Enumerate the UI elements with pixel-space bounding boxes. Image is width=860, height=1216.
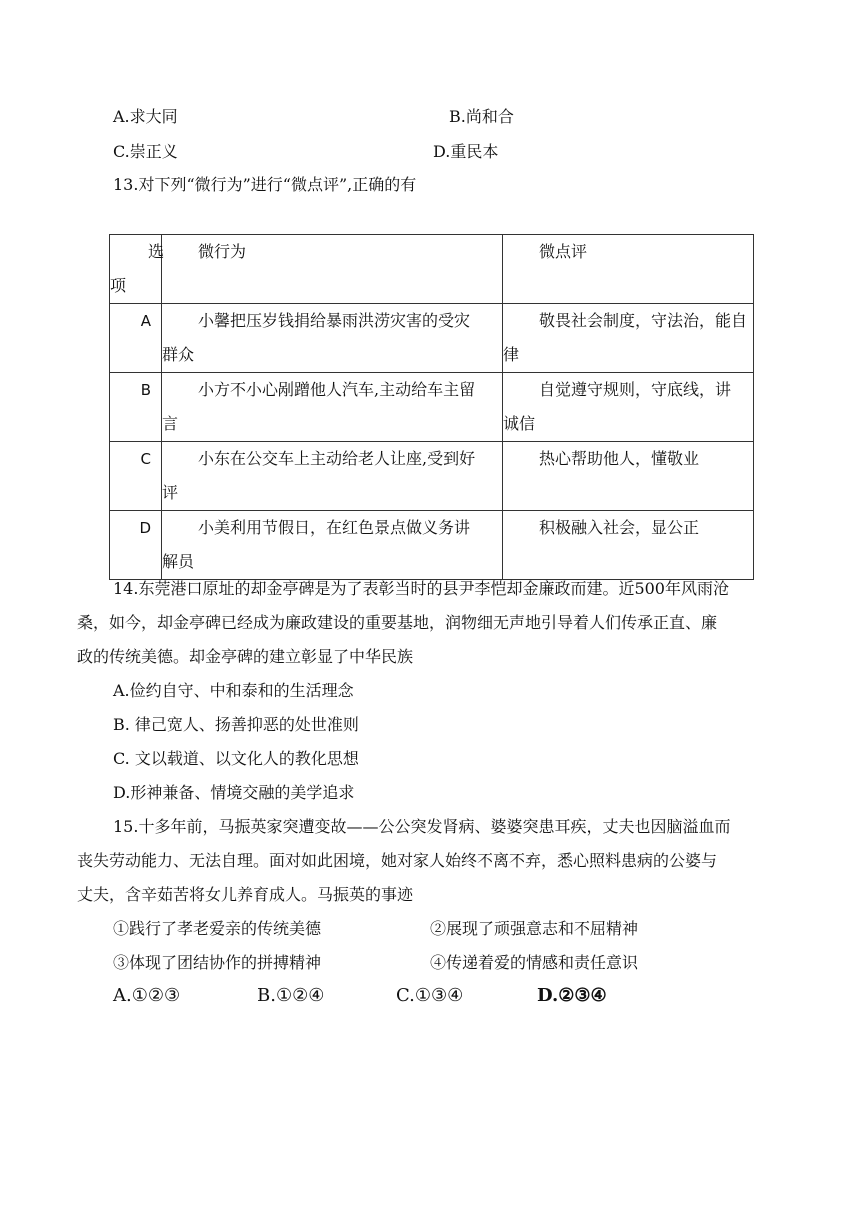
row-behavior [162, 511, 503, 580]
q14-stem-line1: 14.东莞港口原址的却金亭碑是为了表彰当时的县尹李恺却金廉政而建。近500年风雨沧 [113, 579, 729, 598]
q14-stem-line3: 政的传统美德。却金亭碑的建立彰显了中华民族 [77, 647, 414, 666]
behavior-line: 小东在公交车上主动给老人让座,受到好 [198, 449, 476, 468]
q15-stem-line2: 丧失劳动能力、无法自理。面对如此困境，她对家人始终不离不弃，悉心照料患病的公婆与 [77, 851, 718, 870]
behavior-line: 小美利用节假日，在红色景点做义务讲 [198, 518, 471, 537]
q15-stem-line1: 15.十多年前，马振英家突遭变故——公公突发肾病、婆婆突患耳疾，丈夫也因脑溢血而 [113, 817, 731, 836]
row-behavior [162, 304, 503, 373]
row-letter: D [110, 511, 162, 580]
row-comment [503, 442, 754, 511]
q14-stem-line2: 桑，如今，却金亭碑已经成为廉政建设的重要基地，润物细无声地引导着人们传承正直、廉 [77, 613, 718, 632]
header-option-l1: 选 [148, 242, 165, 261]
q12-option-c: C.崇正义 [113, 142, 178, 161]
row-letter: B [110, 373, 162, 442]
comment-line: 自觉遵守规则，守底线，讲 [539, 380, 732, 399]
q12-option-b: B.尚和合 [449, 107, 514, 126]
q15-statement-3: ③体现了团结协作的拼搏精神 [113, 953, 322, 972]
comment-line: 积极融入社会，显公正 [539, 518, 700, 537]
comment-line: 敬畏社会制度，守法治，能自 [539, 311, 748, 330]
behavior-line: 言 [162, 414, 179, 433]
q14-option-b: B. 律己宽人、扬善抑恶的处世准则 [113, 715, 359, 734]
table-header-row [110, 235, 754, 304]
table-row [110, 442, 754, 511]
table-row [110, 511, 754, 580]
comment-line: 诚信 [503, 414, 536, 433]
q15-option-b: B.①②④ [257, 985, 325, 1006]
header-option-cell [110, 235, 165, 304]
behavior-line: 群众 [162, 345, 195, 364]
row-comment [503, 511, 754, 580]
q15-statement-4: ④传递着爱的情感和责任意识 [430, 953, 639, 972]
q14-option-a: A.俭约自守、中和泰和的生活理念 [113, 681, 354, 700]
behavior-line: 小馨把压岁钱捐给暴雨洪涝灾害的受灾 [198, 311, 471, 330]
q15-option-a: A.①②③ [113, 985, 181, 1006]
behavior-line: 解员 [162, 552, 195, 571]
row-comment [503, 373, 754, 442]
q13-table [109, 234, 754, 580]
row-behavior [162, 442, 503, 511]
header-option-l2: 项 [110, 276, 127, 295]
row-behavior [162, 373, 503, 442]
q15-statement-2: ②展现了顽强意志和不屈精神 [430, 919, 639, 938]
behavior-line: 评 [162, 483, 179, 502]
q15-option-d: D.②③④ [537, 985, 607, 1006]
q15-stem-line3: 丈夫，含辛茹苦将女儿养育成人。马振英的事迹 [77, 885, 414, 904]
row-letter: C [110, 442, 162, 511]
header-behavior: 微行为 [162, 235, 503, 304]
table-row [110, 304, 754, 373]
q12-option-d: D.重民本 [433, 142, 499, 161]
comment-line: 律 [503, 345, 520, 364]
row-comment [503, 304, 754, 373]
q12-option-a: A.求大同 [113, 107, 178, 126]
q15-option-c: C.①③④ [396, 985, 464, 1006]
q14-option-c: C. 文以载道、以文化人的教化思想 [113, 749, 359, 768]
header-comment: 微点评 [503, 235, 754, 304]
q13-stem: 13.对下列“微行为”进行“微点评”,正确的有 [113, 175, 417, 194]
comment-line: 热心帮助他人，懂敬业 [539, 449, 700, 468]
q14-option-d: D.形神兼备、情境交融的美学追求 [113, 783, 355, 802]
table-row [110, 373, 754, 442]
row-letter: A [110, 304, 162, 373]
q15-statement-1: ①践行了孝老爱亲的传统美德 [113, 919, 322, 938]
behavior-line: 小方不小心剐蹭他人汽车,主动给车主留 [198, 380, 476, 399]
